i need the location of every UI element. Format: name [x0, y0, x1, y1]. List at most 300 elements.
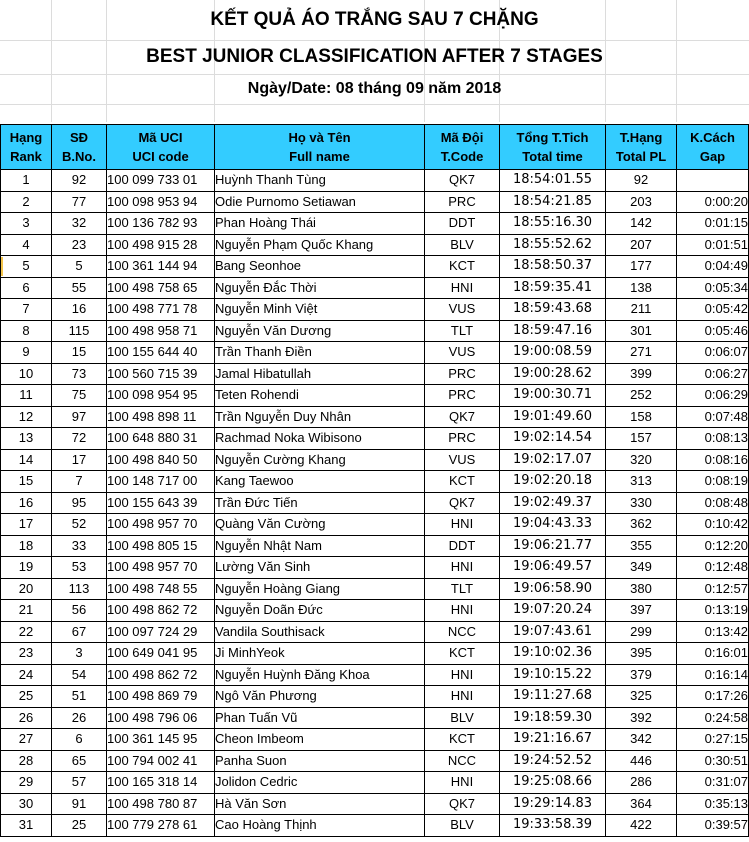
team-code-cell[interactable]: TLT — [425, 578, 500, 600]
total-time-cell[interactable]: 18:54:01.55 — [500, 170, 606, 192]
table-row — [1, 234, 749, 256]
total-time-cell[interactable]: 19:02:49.37 — [500, 492, 606, 514]
header-rank-line1: Hạng — [9, 130, 43, 145]
name-cell[interactable]: Ji MinhYeok — [215, 643, 425, 665]
rank-cell[interactable]: 7 — [1, 299, 52, 321]
rank-cell[interactable]: 29 — [1, 772, 52, 794]
rank-cell[interactable]: 25 — [1, 686, 52, 708]
gap-cell[interactable]: 0:12:48 — [677, 557, 749, 579]
name-cell[interactable]: Rachmad Noka Wibisono — [215, 428, 425, 450]
gap-cell[interactable]: 0:05:46 — [677, 320, 749, 342]
total-time-cell[interactable]: 19:00:08.59 — [500, 342, 606, 364]
table-row — [1, 428, 749, 450]
header-total-time-line2: Total time — [522, 149, 583, 164]
team-code-cell[interactable]: VUS — [425, 299, 500, 321]
table-row — [1, 664, 749, 686]
uci-code-cell[interactable]: 100 361 144 94 — [107, 256, 215, 278]
bib-cell[interactable]: 91 — [52, 793, 107, 815]
name-cell[interactable]: Nguyễn Huỳnh Đăng Khoa — [215, 664, 425, 686]
table-row — [1, 578, 749, 600]
total-time-cell[interactable]: 18:59:35.41 — [500, 277, 606, 299]
bib-cell[interactable]: 16 — [52, 299, 107, 321]
table-row — [1, 320, 749, 342]
table-row — [1, 170, 749, 192]
name-cell[interactable]: Nguyễn Hoàng Giang — [215, 578, 425, 600]
gap-cell[interactable]: 0:13:42 — [677, 621, 749, 643]
uci-code-cell[interactable]: 100 498 748 55 — [107, 578, 215, 600]
name-cell[interactable]: Huỳnh Thanh Tùng — [215, 170, 425, 192]
uci-code-cell[interactable]: 100 498 957 70 — [107, 514, 215, 536]
bib-cell[interactable]: 15 — [52, 342, 107, 364]
uci-code-cell[interactable]: 100 648 880 31 — [107, 428, 215, 450]
name-cell[interactable]: Jolidon Cedric — [215, 772, 425, 794]
total-time-cell[interactable]: 19:00:28.62 — [500, 363, 606, 385]
header-gap[interactable] — [677, 125, 749, 170]
bib-cell[interactable]: 3 — [52, 643, 107, 665]
team-code-cell[interactable]: HNI — [425, 600, 500, 622]
uci-code-cell[interactable]: 100 361 145 95 — [107, 729, 215, 751]
header-uci-code[interactable] — [107, 125, 215, 170]
team-code-cell[interactable]: VUS — [425, 342, 500, 364]
uci-code-cell[interactable]: 100 155 643 39 — [107, 492, 215, 514]
total-time-cell[interactable]: 19:25:08.66 — [500, 772, 606, 794]
uci-code-cell[interactable]: 100 779 278 61 — [107, 815, 215, 837]
header-bib-line1: SĐ — [69, 130, 89, 145]
table-row — [1, 793, 749, 815]
name-cell[interactable]: Teten Rohendi — [215, 385, 425, 407]
total-pl-cell[interactable]: 362 — [606, 514, 677, 536]
rank-cell[interactable]: 2 — [1, 191, 52, 213]
header-total-pl-line1: T.Hạng — [619, 130, 663, 145]
total-pl-cell[interactable]: 325 — [606, 686, 677, 708]
team-code-cell[interactable]: QK7 — [425, 492, 500, 514]
total-pl-cell[interactable]: 252 — [606, 385, 677, 407]
uci-code-cell[interactable]: 100 098 954 95 — [107, 385, 215, 407]
gap-cell[interactable]: 0:31:07 — [677, 772, 749, 794]
name-cell[interactable]: Cao Hoàng Thịnh — [215, 815, 425, 837]
gap-cell[interactable]: 0:30:51 — [677, 750, 749, 772]
gap-cell[interactable]: 0:01:51 — [677, 234, 749, 256]
name-cell[interactable]: Nguyễn Phạm Quốc Khang — [215, 234, 425, 256]
header-gap-line2: Gap — [699, 149, 726, 164]
total-time-cell[interactable]: 19:18:59.30 — [500, 707, 606, 729]
total-time-cell[interactable]: 19:21:16.67 — [500, 729, 606, 751]
rank-cell[interactable]: 24 — [1, 664, 52, 686]
bib-cell[interactable]: 7 — [52, 471, 107, 493]
total-time-cell[interactable]: 19:29:14.83 — [500, 793, 606, 815]
table-row — [1, 686, 749, 708]
team-code-cell[interactable]: HNI — [425, 664, 500, 686]
bib-cell[interactable]: 5 — [52, 256, 107, 278]
team-code-cell[interactable]: HNI — [425, 514, 500, 536]
uci-code-cell[interactable]: 100 498 869 79 — [107, 686, 215, 708]
bib-cell[interactable]: 72 — [52, 428, 107, 450]
total-time-cell[interactable]: 19:00:30.71 — [500, 385, 606, 407]
bib-cell[interactable]: 51 — [52, 686, 107, 708]
gap-cell[interactable]: 0:08:48 — [677, 492, 749, 514]
uci-code-cell[interactable]: 100 498 771 78 — [107, 299, 215, 321]
table-row — [1, 600, 749, 622]
table-row — [1, 471, 749, 493]
team-code-cell[interactable]: KCT — [425, 471, 500, 493]
gap-cell[interactable]: 0:17:26 — [677, 686, 749, 708]
gap-cell[interactable]: 0:39:57 — [677, 815, 749, 837]
total-pl-cell[interactable]: 395 — [606, 643, 677, 665]
team-code-cell[interactable]: NCC — [425, 750, 500, 772]
total-time-cell[interactable]: 18:55:16.30 — [500, 213, 606, 235]
uci-code-cell[interactable]: 100 498 898 11 — [107, 406, 215, 428]
header-total-pl[interactable] — [606, 125, 677, 170]
total-time-cell[interactable]: 19:11:27.68 — [500, 686, 606, 708]
uci-code-cell[interactable]: 100 498 958 71 — [107, 320, 215, 342]
team-code-cell[interactable]: PRC — [425, 385, 500, 407]
total-time-cell[interactable]: 19:33:58.39 — [500, 815, 606, 837]
rank-cell[interactable]: 18 — [1, 535, 52, 557]
uci-code-cell[interactable]: 100 649 041 95 — [107, 643, 215, 665]
header-full-name-line2: Full name — [289, 149, 350, 164]
name-cell[interactable]: Quàng Văn Cường — [215, 514, 425, 536]
total-pl-cell[interactable]: 286 — [606, 772, 677, 794]
rank-cell[interactable]: 19 — [1, 557, 52, 579]
name-cell[interactable]: Phan Hoàng Thái — [215, 213, 425, 235]
gap-cell[interactable]: 0:06:29 — [677, 385, 749, 407]
total-pl-cell[interactable]: 313 — [606, 471, 677, 493]
header-total-pl-line2: Total PL — [615, 149, 667, 164]
rank-cell[interactable]: 28 — [1, 750, 52, 772]
rank-cell[interactable]: 6 — [1, 277, 52, 299]
team-code-cell[interactable]: HNI — [425, 277, 500, 299]
rank-cell[interactable]: 10 — [1, 363, 52, 385]
rank-cell[interactable]: 11 — [1, 385, 52, 407]
table-row — [1, 729, 749, 751]
uci-code-cell[interactable]: 100 498 805 15 — [107, 535, 215, 557]
gap-cell[interactable] — [677, 170, 749, 192]
uci-code-cell[interactable]: 100 560 715 39 — [107, 363, 215, 385]
team-code-cell[interactable]: DDT — [425, 213, 500, 235]
total-pl-cell[interactable]: 158 — [606, 406, 677, 428]
team-code-cell[interactable]: QK7 — [425, 793, 500, 815]
name-cell[interactable]: Nguyễn Đắc Thời — [215, 277, 425, 299]
total-pl-cell[interactable]: 379 — [606, 664, 677, 686]
total-time-cell[interactable]: 19:06:21.77 — [500, 535, 606, 557]
table-row — [1, 256, 749, 278]
team-code-cell[interactable]: KCT — [425, 256, 500, 278]
rank-cell[interactable]: 13 — [1, 428, 52, 450]
name-cell[interactable]: Nguyễn Doãn Đức — [215, 600, 425, 622]
bib-cell[interactable]: 26 — [52, 707, 107, 729]
uci-code-cell[interactable]: 100 148 717 00 — [107, 471, 215, 493]
team-code-cell[interactable]: KCT — [425, 643, 500, 665]
rank-cell[interactable]: 21 — [1, 600, 52, 622]
header-total-time-line1: Tổng T.Tich — [516, 130, 589, 145]
name-cell[interactable]: Panha Suon — [215, 750, 425, 772]
total-pl-cell[interactable]: 203 — [606, 191, 677, 213]
uci-code-cell[interactable]: 100 794 002 41 — [107, 750, 215, 772]
header-uci-code-line2: UCI code — [132, 149, 189, 164]
bib-cell[interactable]: 6 — [52, 729, 107, 751]
gap-cell[interactable]: 0:06:07 — [677, 342, 749, 364]
total-pl-cell[interactable]: 207 — [606, 234, 677, 256]
bib-cell[interactable]: 75 — [52, 385, 107, 407]
total-time-cell[interactable]: 19:02:20.18 — [500, 471, 606, 493]
rank-cell[interactable]: 22 — [1, 621, 52, 643]
rank-cell[interactable]: 1 — [1, 170, 52, 192]
total-time-cell[interactable]: 19:04:43.33 — [500, 514, 606, 536]
total-pl-cell[interactable]: 446 — [606, 750, 677, 772]
total-time-cell[interactable]: 19:06:49.57 — [500, 557, 606, 579]
gap-cell[interactable]: 0:12:57 — [677, 578, 749, 600]
uci-code-cell[interactable]: 100 098 953 94 — [107, 191, 215, 213]
gap-cell[interactable]: 0:10:42 — [677, 514, 749, 536]
uci-code-cell[interactable]: 100 498 796 06 — [107, 707, 215, 729]
uci-code-cell[interactable]: 100 498 780 87 — [107, 793, 215, 815]
gap-cell[interactable]: 0:24:58 — [677, 707, 749, 729]
rank-cell[interactable]: 14 — [1, 449, 52, 471]
name-cell[interactable]: Trần Nguyễn Duy Nhân — [215, 406, 425, 428]
header-rank[interactable] — [1, 125, 52, 170]
rank-cell[interactable]: 26 — [1, 707, 52, 729]
bib-cell[interactable]: 23 — [52, 234, 107, 256]
total-time-cell[interactable]: 19:06:58.90 — [500, 578, 606, 600]
gap-cell[interactable]: 0:08:13 — [677, 428, 749, 450]
bib-cell[interactable]: 65 — [52, 750, 107, 772]
table-row — [1, 492, 749, 514]
table-header-row — [1, 125, 749, 170]
uci-code-cell[interactable]: 100 498 862 72 — [107, 664, 215, 686]
name-cell[interactable]: Nguyễn Nhật Nam — [215, 535, 425, 557]
rank-cell[interactable]: 15 — [1, 471, 52, 493]
rank-cell[interactable]: 31 — [1, 815, 52, 837]
table-row — [1, 815, 749, 837]
gap-cell[interactable]: 0:12:20 — [677, 535, 749, 557]
results-table — [0, 124, 749, 837]
team-code-cell[interactable]: QK7 — [425, 406, 500, 428]
name-cell[interactable]: Vandila Southisack — [215, 621, 425, 643]
total-time-cell[interactable]: 18:55:52.62 — [500, 234, 606, 256]
table-row — [1, 772, 749, 794]
rank-cell[interactable]: 30 — [1, 793, 52, 815]
bib-cell[interactable]: 73 — [52, 363, 107, 385]
gap-cell[interactable]: 0:16:01 — [677, 643, 749, 665]
bib-cell[interactable]: 56 — [52, 600, 107, 622]
total-pl-cell[interactable]: 392 — [606, 707, 677, 729]
bib-cell[interactable]: 97 — [52, 406, 107, 428]
gap-cell[interactable]: 0:35:13 — [677, 793, 749, 815]
uci-code-cell[interactable]: 100 155 644 40 — [107, 342, 215, 364]
team-code-cell[interactable]: BLV — [425, 707, 500, 729]
bib-cell[interactable]: 52 — [52, 514, 107, 536]
uci-code-cell[interactable]: 100 136 782 93 — [107, 213, 215, 235]
rank-cell[interactable]: 17 — [1, 514, 52, 536]
table-row — [1, 385, 749, 407]
total-pl-cell[interactable]: 92 — [606, 170, 677, 192]
bib-cell[interactable]: 67 — [52, 621, 107, 643]
total-time-cell[interactable]: 19:24:52.52 — [500, 750, 606, 772]
total-time-cell[interactable]: 18:59:43.68 — [500, 299, 606, 321]
team-code-cell[interactable]: PRC — [425, 428, 500, 450]
header-gap-line1: K.Cách — [690, 130, 735, 145]
bib-cell[interactable]: 54 — [52, 664, 107, 686]
bib-cell[interactable]: 33 — [52, 535, 107, 557]
bib-cell[interactable]: 113 — [52, 578, 107, 600]
header-bib[interactable] — [52, 125, 107, 170]
table-row — [1, 449, 749, 471]
name-cell[interactable]: Trần Thanh Điền — [215, 342, 425, 364]
uci-code-cell[interactable]: 100 097 724 29 — [107, 621, 215, 643]
name-cell[interactable]: Odie Purnomo Setiawan — [215, 191, 425, 213]
total-time-cell[interactable]: 19:02:14.54 — [500, 428, 606, 450]
rank-cell[interactable]: 23 — [1, 643, 52, 665]
total-pl-cell[interactable]: 397 — [606, 600, 677, 622]
team-code-cell[interactable]: VUS — [425, 449, 500, 471]
name-cell[interactable]: Kang Taewoo — [215, 471, 425, 493]
gridline — [0, 104, 749, 105]
team-code-cell[interactable]: HNI — [425, 686, 500, 708]
header-full-name-line1: Họ và Tên — [288, 130, 351, 145]
uci-code-cell[interactable]: 100 099 733 01 — [107, 170, 215, 192]
name-cell[interactable]: Bang Seonhoe — [215, 256, 425, 278]
report-title-vn: KẾT QUẢ ÁO TRẮNG SAU 7 CHẶNG — [210, 9, 539, 30]
report-title-en: BEST JUNIOR CLASSIFICATION AFTER 7 STAGES — [146, 46, 603, 67]
rank-cell[interactable]: 8 — [1, 320, 52, 342]
gap-cell[interactable]: 0:08:19 — [677, 471, 749, 493]
team-code-cell[interactable]: HNI — [425, 557, 500, 579]
total-pl-cell[interactable]: 355 — [606, 535, 677, 557]
total-time-cell[interactable]: 19:02:17.07 — [500, 449, 606, 471]
gap-cell[interactable]: 0:08:16 — [677, 449, 749, 471]
team-code-cell[interactable]: DDT — [425, 535, 500, 557]
table-body — [1, 170, 749, 837]
table-row — [1, 406, 749, 428]
name-cell[interactable]: Lường Văn Sinh — [215, 557, 425, 579]
gap-cell[interactable]: 0:13:19 — [677, 600, 749, 622]
total-time-cell[interactable]: 18:59:47.16 — [500, 320, 606, 342]
rank-cell[interactable]: 16 — [1, 492, 52, 514]
team-code-cell[interactable]: KCT — [425, 729, 500, 751]
total-pl-cell[interactable]: 299 — [606, 621, 677, 643]
rank-cell[interactable]: 9 — [1, 342, 52, 364]
team-code-cell[interactable]: NCC — [425, 621, 500, 643]
bib-cell[interactable]: 92 — [52, 170, 107, 192]
table-row — [1, 299, 749, 321]
total-time-cell[interactable]: 19:01:49.60 — [500, 406, 606, 428]
gap-cell[interactable]: 0:01:15 — [677, 213, 749, 235]
header-team-code[interactable] — [425, 125, 500, 170]
gap-cell[interactable]: 0:05:34 — [677, 277, 749, 299]
total-pl-cell[interactable]: 138 — [606, 277, 677, 299]
bib-cell[interactable]: 25 — [52, 815, 107, 837]
table-row — [1, 342, 749, 364]
bib-cell[interactable]: 115 — [52, 320, 107, 342]
name-cell[interactable]: Cheon Imbeom — [215, 729, 425, 751]
header-team-code-line1: Mã Đội — [440, 130, 484, 145]
total-pl-cell[interactable]: 177 — [606, 256, 677, 278]
total-time-cell[interactable]: 19:07:43.61 — [500, 621, 606, 643]
bib-cell[interactable]: 95 — [52, 492, 107, 514]
team-code-cell[interactable]: QK7 — [425, 170, 500, 192]
gap-cell[interactable]: 0:00:20 — [677, 191, 749, 213]
total-pl-cell[interactable]: 157 — [606, 428, 677, 450]
bib-cell[interactable]: 53 — [52, 557, 107, 579]
total-pl-cell[interactable]: 349 — [606, 557, 677, 579]
total-pl-cell[interactable]: 142 — [606, 213, 677, 235]
table-row — [1, 557, 749, 579]
team-code-cell[interactable]: BLV — [425, 815, 500, 837]
total-pl-cell[interactable]: 211 — [606, 299, 677, 321]
gap-cell[interactable]: 0:06:27 — [677, 363, 749, 385]
bib-cell[interactable]: 55 — [52, 277, 107, 299]
header-full-name[interactable] — [215, 125, 425, 170]
rank-cell[interactable]: 27 — [1, 729, 52, 751]
total-pl-cell[interactable]: 342 — [606, 729, 677, 751]
gap-cell[interactable]: 0:07:48 — [677, 406, 749, 428]
name-cell[interactable]: Nguyễn Cường Khang — [215, 449, 425, 471]
total-pl-cell[interactable]: 364 — [606, 793, 677, 815]
total-pl-cell[interactable]: 271 — [606, 342, 677, 364]
name-cell[interactable]: Phan Tuấn Vũ — [215, 707, 425, 729]
total-time-cell[interactable]: 18:58:50.37 — [500, 256, 606, 278]
rank-cell[interactable]: 3 — [1, 213, 52, 235]
bib-cell[interactable]: 77 — [52, 191, 107, 213]
gap-cell[interactable]: 0:16:14 — [677, 664, 749, 686]
total-pl-cell[interactable]: 301 — [606, 320, 677, 342]
rank-cell[interactable]: 20 — [1, 578, 52, 600]
rank-cell[interactable]: 4 — [1, 234, 52, 256]
bib-cell[interactable]: 57 — [52, 772, 107, 794]
name-cell[interactable]: Hà Văn Sơn — [215, 793, 425, 815]
total-time-cell[interactable]: 19:10:15.22 — [500, 664, 606, 686]
rank-cell[interactable]: 12 — [1, 406, 52, 428]
uci-code-cell[interactable]: 100 165 318 14 — [107, 772, 215, 794]
total-pl-cell[interactable]: 380 — [606, 578, 677, 600]
team-code-cell[interactable]: PRC — [425, 191, 500, 213]
uci-code-cell[interactable]: 100 498 862 72 — [107, 600, 215, 622]
header-bib-line2: B.No. — [62, 149, 96, 164]
name-cell[interactable]: Nguyễn Văn Dương — [215, 320, 425, 342]
name-cell[interactable]: Trần Đức Tiến — [215, 492, 425, 514]
total-pl-cell[interactable]: 422 — [606, 815, 677, 837]
name-cell[interactable]: Nguyễn Minh Việt — [215, 299, 425, 321]
uci-code-cell[interactable]: 100 498 915 28 — [107, 234, 215, 256]
uci-code-cell[interactable]: 100 498 957 70 — [107, 557, 215, 579]
header-total-time[interactable] — [500, 125, 606, 170]
gap-cell[interactable]: 0:04:49 — [677, 256, 749, 278]
name-cell[interactable]: Ngô Văn Phương — [215, 686, 425, 708]
gap-cell[interactable]: 0:05:42 — [677, 299, 749, 321]
team-code-cell[interactable]: HNI — [425, 772, 500, 794]
total-time-cell[interactable]: 19:07:20.24 — [500, 600, 606, 622]
uci-code-cell[interactable]: 100 498 840 50 — [107, 449, 215, 471]
report-date: Ngày/Date: 08 tháng 09 năm 2018 — [247, 80, 502, 97]
name-cell[interactable]: Jamal Hibatullah — [215, 363, 425, 385]
table-row — [1, 750, 749, 772]
total-time-cell[interactable]: 19:10:02.36 — [500, 643, 606, 665]
total-pl-cell[interactable]: 330 — [606, 492, 677, 514]
total-pl-cell[interactable]: 399 — [606, 363, 677, 385]
team-code-cell[interactable]: BLV — [425, 234, 500, 256]
total-time-cell[interactable]: 18:54:21.85 — [500, 191, 606, 213]
rank-cell[interactable]: 5 — [1, 256, 52, 278]
bib-cell[interactable]: 32 — [52, 213, 107, 235]
bib-cell[interactable]: 17 — [52, 449, 107, 471]
uci-code-cell[interactable]: 100 498 758 65 — [107, 277, 215, 299]
header-team-code-line2: T.Code — [440, 149, 484, 164]
team-code-cell[interactable]: PRC — [425, 363, 500, 385]
gridline — [0, 74, 749, 75]
gap-cell[interactable]: 0:27:15 — [677, 729, 749, 751]
team-code-cell[interactable]: TLT — [425, 320, 500, 342]
total-pl-cell[interactable]: 320 — [606, 449, 677, 471]
